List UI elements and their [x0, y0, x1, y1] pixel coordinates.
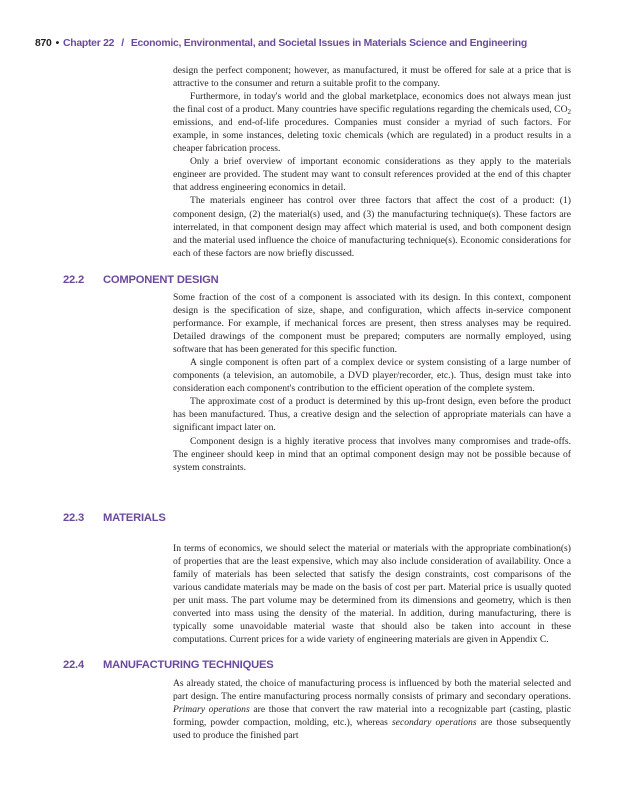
component-design-paragraph-1: Some fraction of the cost of a component is associated with its design. In this context, component design is the specification of size, shape, and configuration, which affects in-service component performance. For example, if mechanical forces are present, then stress analyses may be required. Detailed drawings of the component must be prepared; computers are normally employed, using software that has been generated for this specific function. — [173, 292, 571, 356]
section-title: MANUFACTURING TECHNIQUES — [103, 659, 274, 671]
section-heading-22-3 — [63, 512, 583, 524]
section-heading-22-4 — [63, 659, 583, 671]
intro-paragraph-4: The materials engineer has control over three factors that affect the cost of a product: (1) component design, (2) the material(s) used, and (3) the manufacturing technique(s). These factors are interrelated, in that component design may affect which material is used, and both component design and the material used influence the choice of manufacturing technique(s). Economic considerations for each of these factors are now briefly discussed. — [173, 195, 571, 259]
section-number: 22.3 — [63, 512, 84, 524]
chapter-title: Economic, Environmental, and Societal Issues in Materials Science and Engineering — [130, 38, 527, 49]
section-22-3-body — [173, 542, 571, 646]
section-title: COMPONENT DESIGN — [103, 274, 219, 286]
co2-subscript: 2 — [567, 108, 571, 117]
intro-paragraph-3: Only a brief overview of important economic considerations as they apply to the materials engineer are provided. The student may want to consult references provided at the end of this chapter that address engineering economics in detail. — [173, 156, 571, 194]
intro-paragraph-2-part-b: emissions, and end-of-life procedures. Companies must consider a myriad of such factors. For example, in some instances, deleting toxic chemicals (which are regulated) in a product results in a cheaper fabrication process. — [173, 117, 571, 155]
section-heading-22-2 — [63, 274, 583, 286]
manufacturing-text-b: are those that convert the raw material into a recognizable part (casting, plastic forming, powder compaction, molding, etc.), whereas — [173, 704, 571, 729]
intro-paragraph-2-part-a: Furthermore, in today's world and the global marketplace, economics does not always mean just the final cost of a product. Many countries have specific regulations regarding the chemicals used, CO — [173, 91, 571, 116]
intro-paragraph-2 — [173, 90, 571, 155]
materials-paragraph-1: In terms of economics, we should select the material or materials with the appropriate combination(s) of properties that are the least expensive, which may also include consideration of availability. Once a family of materials has been selected that satisfy the design constraints, cost comparisons of the various candidate materials may be made on the basis of cost per part. Material price is usually quoted per unit mass. The part volume may be determined from its dimensions and geometry, which is then converted into mass using the density of the material. In addition, during manufacturing, there is typically some unavoidable material waste that should also be taken into account in these computations. Current prices for a wide variety of engineering materials are given in Appendix C. — [173, 543, 571, 646]
section-22-2-body — [173, 291, 571, 474]
component-design-paragraph-4: Component design is a highly iterative process that involves many compromises and trade-offs. The engineer should keep in mind that an optimal component design may not be possible because of system constraints. — [173, 435, 571, 473]
intro-text — [173, 64, 571, 260]
chapter-label: Chapter 22 — [62, 38, 115, 49]
section-number: 22.4 — [63, 659, 84, 671]
secondary-operations-term: secondary operations — [391, 717, 477, 729]
component-design-paragraph-3: The approximate cost of a product is determined by this up-front design, even before the product has been manufactured. Thus, a creative design and the selection of appropriate materials can have a significant impact later on. — [173, 396, 571, 434]
page-number: 870 — [35, 38, 52, 49]
component-design-paragraph-2: A single component is often part of a complex device or system consisting of a large number of components (a television, an automobile, a DVD player/recorder, etc.). Thus, design must take into consideration each component's contribution to the efficient operation of the complete system. — [173, 357, 571, 395]
manufacturing-paragraph-1 — [173, 677, 571, 742]
manufacturing-text-a: As already stated, the choice of manufacturing process is influenced by both the material selected and part design. The entire manufacturing process normally consists of primary and secondary operations. — [173, 678, 571, 703]
manufacturing-text-c: are those subsequently used to produce the finished part — [173, 717, 571, 742]
primary-operations-term: Primary operations — [173, 704, 250, 716]
section-22-4-body — [173, 677, 571, 742]
header-separator: • — [55, 38, 59, 49]
section-title: MATERIALS — [103, 512, 166, 524]
running-head — [35, 38, 575, 49]
section-number: 22.2 — [63, 274, 84, 286]
intro-paragraph-1: design the perfect component; however, as manufactured, it must be offered for sale at a price that is attractive to the consumer and return a suitable profit to the company. — [173, 65, 571, 90]
header-slash: / — [121, 38, 124, 49]
